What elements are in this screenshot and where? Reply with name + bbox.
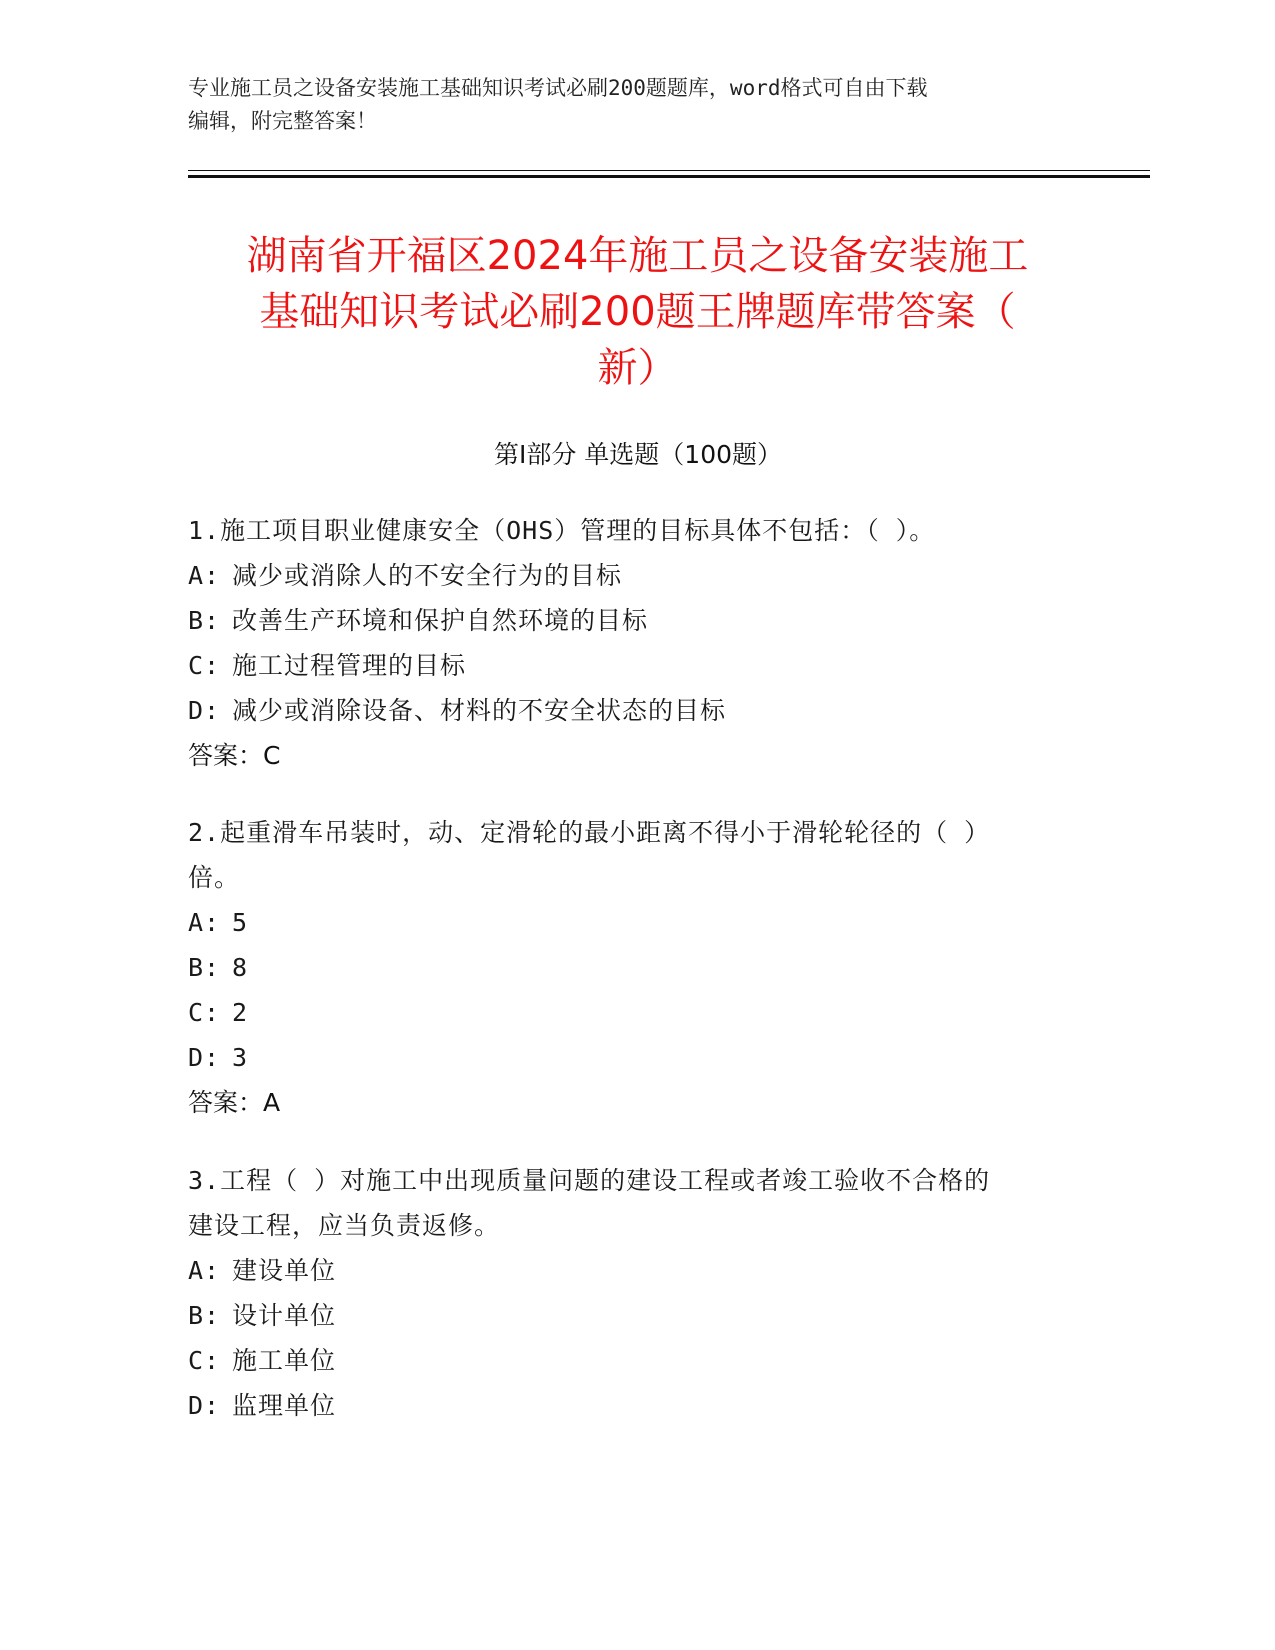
option-c bbox=[188, 1338, 1078, 1383]
option-a bbox=[188, 900, 1078, 945]
option-letter: C: bbox=[188, 1346, 221, 1375]
option-text: 改善生产环境和保护自然环境的目标 bbox=[232, 606, 649, 635]
option-a bbox=[188, 1248, 1078, 1293]
header-rule-thick bbox=[188, 175, 1150, 178]
question-stem-continued: 建设工程，应当负责返修。 bbox=[188, 1211, 501, 1240]
option-letter: D: bbox=[188, 696, 221, 725]
option-text: 建设单位 bbox=[232, 1256, 337, 1285]
option-text: 设计单位 bbox=[232, 1301, 337, 1330]
option-text: 减少或消除人的不安全行为的目标 bbox=[232, 561, 623, 590]
option-text: 3 bbox=[232, 1043, 249, 1072]
answer: 答案：A bbox=[188, 1088, 281, 1117]
option-text: 减少或消除设备、材料的不安全状态的目标 bbox=[232, 696, 727, 725]
question-stem: 2.起重滑车吊装时，动、定滑轮的最小距离不得小于滑轮轮径的（ ） bbox=[188, 818, 991, 847]
option-b bbox=[188, 945, 1078, 990]
option-text: 施工过程管理的目标 bbox=[232, 651, 467, 680]
title-line-1: 湖南省开福区2024年施工员之设备安装施工 bbox=[246, 233, 1029, 279]
question-3 bbox=[188, 1158, 1078, 1428]
option-text: 5 bbox=[232, 908, 249, 937]
option-letter: C: bbox=[188, 998, 221, 1027]
option-letter: D: bbox=[188, 1043, 221, 1072]
question-2 bbox=[188, 810, 1078, 1125]
document-title bbox=[180, 228, 1095, 396]
option-letter: D: bbox=[188, 1391, 221, 1420]
option-text: 施工单位 bbox=[232, 1346, 337, 1375]
option-text: 2 bbox=[232, 998, 249, 1027]
title-line-3: 新） bbox=[597, 345, 678, 391]
option-letter: C: bbox=[188, 651, 221, 680]
title-line-2: 基础知识考试必刷200题王牌题库带答案（ bbox=[259, 289, 1016, 335]
header-rule-thin bbox=[188, 170, 1150, 171]
option-letter: A: bbox=[188, 561, 221, 590]
option-c bbox=[188, 643, 1078, 688]
option-d bbox=[188, 1035, 1078, 1080]
option-c bbox=[188, 990, 1078, 1035]
question-stem: 3.工程（ ）对施工中出现质量问题的建设工程或者竣工验收不合格的 bbox=[188, 1166, 991, 1195]
question-stem-continued: 倍。 bbox=[188, 863, 241, 892]
option-letter: B: bbox=[188, 606, 221, 635]
option-d bbox=[188, 1383, 1078, 1428]
option-letter: B: bbox=[188, 953, 221, 982]
option-b bbox=[188, 598, 1078, 643]
option-b bbox=[188, 1293, 1078, 1338]
answer: 答案：C bbox=[188, 741, 281, 770]
option-letter: A: bbox=[188, 1256, 221, 1285]
question-stem: 1.施工项目职业健康安全（OHS）管理的目标具体不包括：（ ）。 bbox=[188, 516, 936, 545]
section-title: 第I部分 单选题（100题） bbox=[493, 440, 783, 469]
option-a bbox=[188, 553, 1078, 598]
header-note bbox=[188, 72, 1088, 138]
option-d bbox=[188, 688, 1078, 733]
option-letter: A: bbox=[188, 908, 221, 937]
header-note-line-1: 专业施工员之设备安装施工基础知识考试必刷200题题库，word格式可自由下载 bbox=[188, 76, 928, 100]
question-1 bbox=[188, 508, 1078, 778]
option-text: 监理单位 bbox=[232, 1391, 337, 1420]
header-note-line-2: 编辑，附完整答案！ bbox=[188, 109, 377, 133]
option-text: 8 bbox=[232, 953, 249, 982]
option-letter: B: bbox=[188, 1301, 221, 1330]
